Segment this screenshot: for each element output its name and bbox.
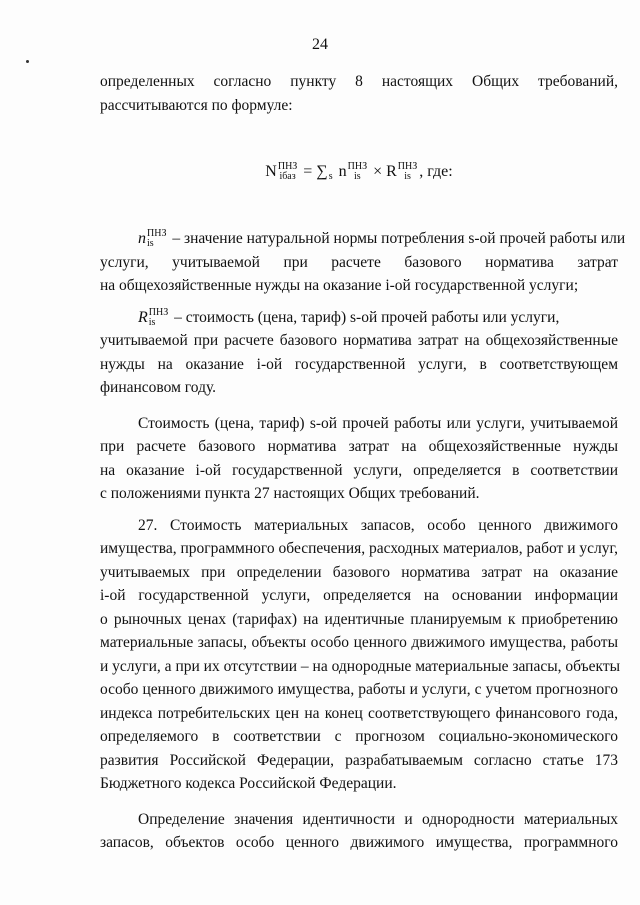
text-line: индекса потребительских цен на конец соответствующего финансового года, xyxy=(100,704,618,722)
def-n-symbol: n xyxy=(138,230,146,247)
formula-R-sup: ПНЗ xyxy=(397,161,418,173)
formula xyxy=(100,159,618,185)
def-n-text: – значение натуральной нормы потребления s-ой прочей работы или xyxy=(168,230,626,247)
text-line: и услуги, а при их отсутствии – на однородные материальные запасы, объекты xyxy=(100,657,621,675)
def-n-sup: ПНЗ xyxy=(147,228,167,240)
formula-N-sub: iбаз xyxy=(279,171,296,183)
text-line: запасов, объектов особо ценного движимого имущества, программного xyxy=(100,834,618,851)
text-line: нужды на оказание i-ой государственной услуги, в соответствующем xyxy=(100,355,618,373)
text-line: 27. Стоимость материальных запасов, особо ценного движимого xyxy=(138,516,618,534)
text-line: с положениями пункта 27 настоящих Общих требований. xyxy=(100,485,480,502)
def-R-sub: is xyxy=(148,316,156,328)
text-line: имущества, программного обеспечения, расходных материалов, работ и услуг, xyxy=(100,540,618,557)
text-line: учитываемой при расчете базового норматива затрат на общехозяйственные xyxy=(100,332,618,349)
formula-n-sup: ПНЗ xyxy=(347,161,368,173)
text-line: Стоимость (цена, тариф) s-ой прочей работы или услуги, учитываемой xyxy=(138,414,618,432)
def-R-line xyxy=(100,306,618,330)
text-line: услуги, учитываемой при расчете базового норматива затрат xyxy=(100,253,618,271)
text-line: особо ценного движимого имущества, работы и услуги, с учетом прогнозного xyxy=(100,681,618,698)
text-line: развития Российской Федерации, разрабатываемым согласно статье 173 xyxy=(100,751,618,769)
formula-eq: = ∑ xyxy=(299,163,328,180)
formula-times: × R xyxy=(369,163,397,180)
formula-n-sub: is xyxy=(354,171,361,183)
formula-R-sub: is xyxy=(404,171,411,183)
formula-N-sup: ПНЗ xyxy=(277,161,298,173)
def-n-sub: is xyxy=(147,238,154,250)
text-line: Бюджетного кодекса Российской Федерации. xyxy=(100,775,397,792)
page-content xyxy=(100,70,626,855)
text-line: определяемого в соответствии с прогнозом социально-экономического xyxy=(100,728,618,745)
text-line: на общехозяйственные нужды на оказание i-ой государственной услуги; xyxy=(100,277,579,294)
formula-sum-sub: s xyxy=(328,171,333,183)
def-R-text: – стоимость (цена, тариф) s-ой прочей работы или услуги, xyxy=(170,308,560,326)
text-line: финансовом году. xyxy=(100,379,217,396)
formula-N: N xyxy=(265,163,277,180)
formula-tail: , где: xyxy=(419,163,453,180)
text-line: материальные запасы, объекты особо ценного движимого имущества, работы xyxy=(100,634,618,651)
def-n-line xyxy=(100,227,626,251)
def-R-sup: ПНЗ xyxy=(148,306,169,318)
def-R-symbol: R xyxy=(138,308,148,326)
text-line: рассчитываются по формуле: xyxy=(100,96,293,114)
scan-dot xyxy=(26,60,29,63)
text-line: о рыночных ценах (тарифах) на идентичные планируемым к приобретению xyxy=(100,610,618,628)
page-number: 24 xyxy=(312,36,328,53)
text-line: определенных согласно пункту 8 настоящих Общих требований, xyxy=(100,73,618,90)
text-line: i-ой государственной услуги, определяется на основании информации xyxy=(100,587,618,604)
text-line: учитываемых при определении базового норматива затрат на оказание xyxy=(100,563,618,581)
formula-n: n xyxy=(334,163,347,180)
text-line: на оказание i-ой государственной услуги, определяется в соответствии xyxy=(100,461,618,479)
text-line: при расчете базового норматива затрат на общехозяйственные нужды xyxy=(100,438,618,455)
text-line: Определение значения идентичности и однородности материальных xyxy=(138,810,618,828)
